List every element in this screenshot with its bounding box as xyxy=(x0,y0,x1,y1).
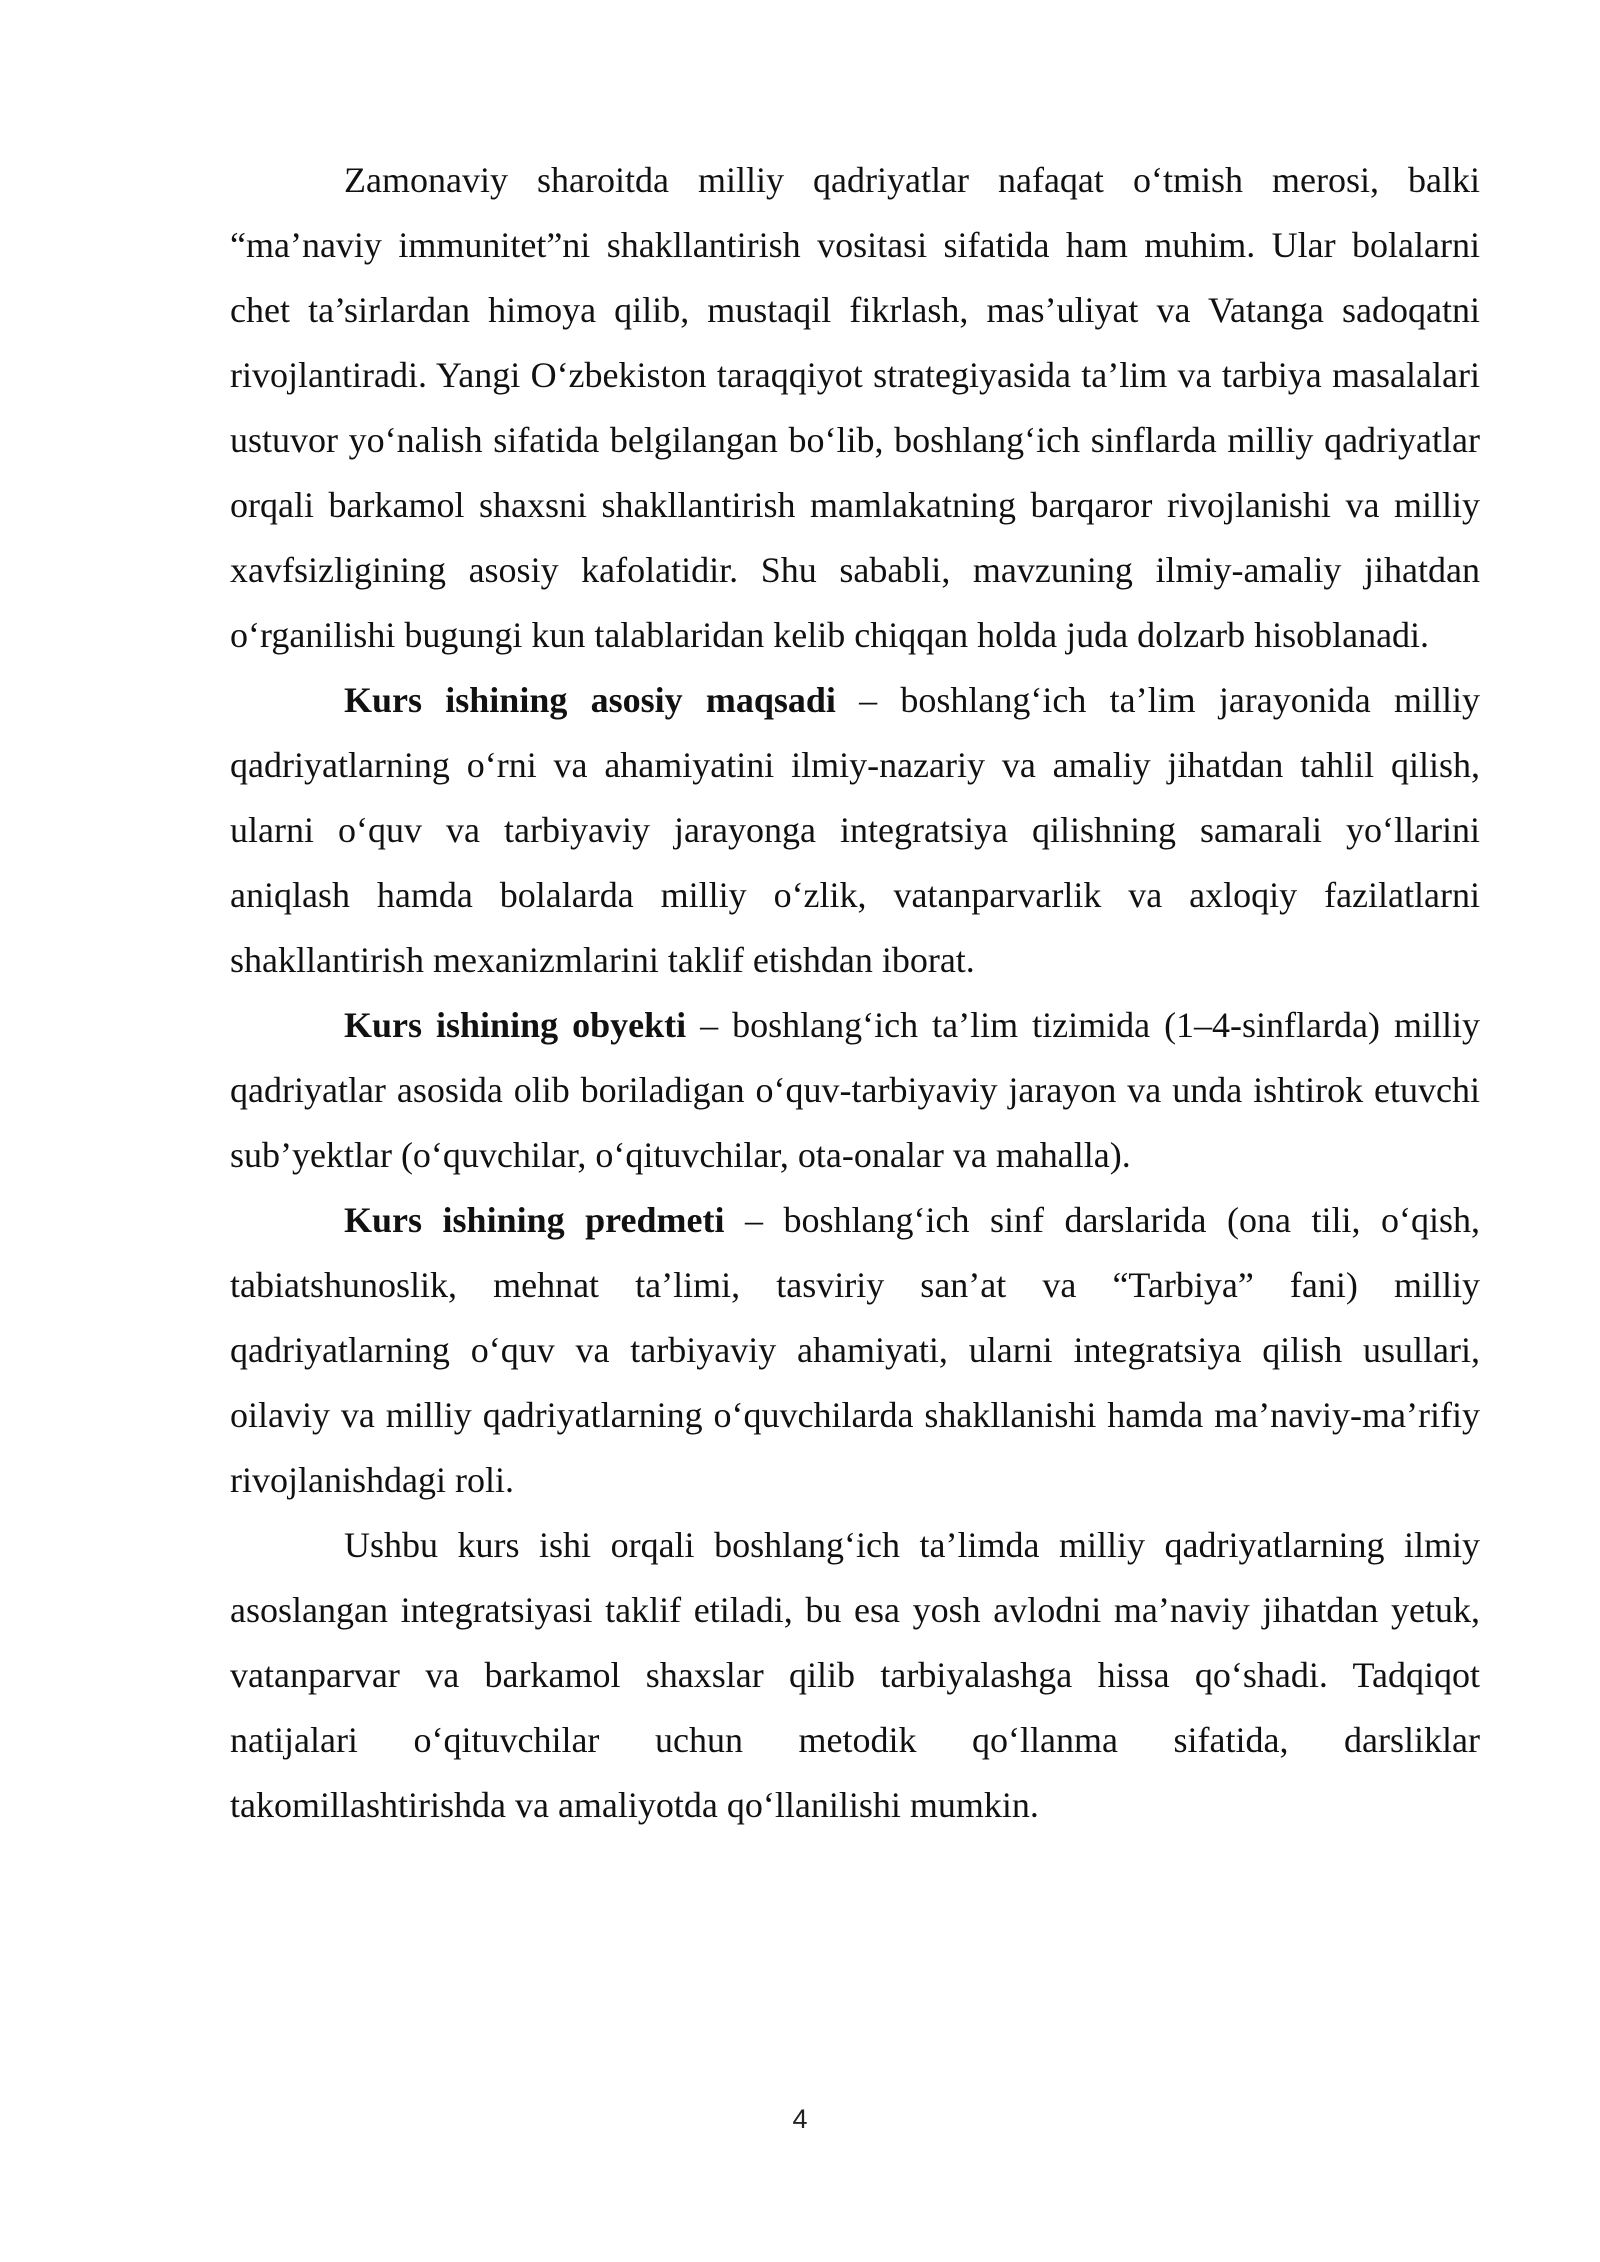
paragraph-lead: Kurs ishining asosiy maqsadi xyxy=(344,680,836,720)
paragraph-object xyxy=(230,993,1480,1188)
page-number: 4 xyxy=(792,2104,808,2134)
paragraph-subject xyxy=(230,1188,1480,1513)
paragraph-lead: Kurs ishining obyekti xyxy=(344,1005,687,1045)
paragraph-lead: Kurs ishining predmeti xyxy=(344,1200,725,1240)
paragraph-relevance xyxy=(230,148,1480,668)
paragraph-goal xyxy=(230,668,1480,993)
paragraph-text: Ushbu kurs ishi orqali boshlang‘ich ta’limda milliy qadriyatlarning ilmiy asoslangan integratsiyasi taklif etiladi, bu esa yosh avlodni ma’naviy jihatdan yetuk, vatanparvar va barkamol shaxslar qilib tarbiyalashga hissa qo‘shadi. Tadqiqot natijalari o‘qituvchilar uchun metodik qo‘llanma sifatida, darsliklar takomillashtirishda va amaliyotda qo‘llanilishi mumkin. xyxy=(230,1525,1480,1825)
paragraph-text: Zamonaviy sharoitda milliy qadriyatlar nafaqat o‘tmish merosi, balki “ma’naviy immunitet”ni shakllantirish vositasi sifatida ham muhim. Ular bolalarni chet ta’sirlardan himoya qilib, mustaqil fikrlash, mas’uliyat va Vatanga sadoqatni rivojlantiradi. Yangi O‘zbekiston taraqqiyot strategiyasida ta’lim va tarbiya masalalari ustuvor yo‘nalish sifatida belgilangan bo‘lib, boshlang‘ich sinflarda milliy qadriyatlar orqali barkamol shaxsni shakllantirish mamlakatning barqaror rivojlanishi va milliy xavfsizligining asosiy kafolatidir. Shu sababli, mavzuning ilmiy-amaliy jihatdan o‘rganilishi bugungi kun talablaridan kelib chiqqan holda juda dolzarb hisoblanadi. xyxy=(230,160,1480,655)
paragraph-text: – boshlang‘ich sinf darslarida (ona tili, o‘qish, tabiatshunoslik, mehnat ta’limi, tasviriy san’at va “Tarbiya” fani) milliy qadriyatlarning o‘quv va tarbiyaviy ahamiyati, ularni integratsiya qilish usullari, oilaviy va milliy qadriyatlarning o‘quvchilarda shakllanishi hamda ma’naviy-ma’rifiy rivojlanishdagi roli. xyxy=(230,1200,1480,1500)
paragraph-conclusion xyxy=(230,1513,1480,1838)
paragraph-text: – boshlang‘ich ta’lim jarayonida milliy qadriyatlarning o‘rni va ahamiyatini ilmiy-nazariy va amaliy jihatdan tahlil qilish, ularni o‘quv va tarbiyaviy jarayonga integratsiya qilishning samarali yo‘llarini aniqlash hamda bolalarda milliy o‘zlik, vatanparvarlik va axloqiy fazilatlarni shakllantirish mexanizmlarini taklif etishdan iborat. xyxy=(230,680,1481,980)
page-body xyxy=(230,148,1480,1838)
paragraph-text: – boshlang‘ich ta’lim tizimida (1–4-sinflarda) milliy qadriyatlar asosida olib boriladigan o‘quv-tarbiyaviy jarayon va unda ishtirok etuvchi sub’yektlar (o‘quvchilar, o‘qituvchilar, ota-onalar va mahalla). xyxy=(230,1005,1480,1175)
